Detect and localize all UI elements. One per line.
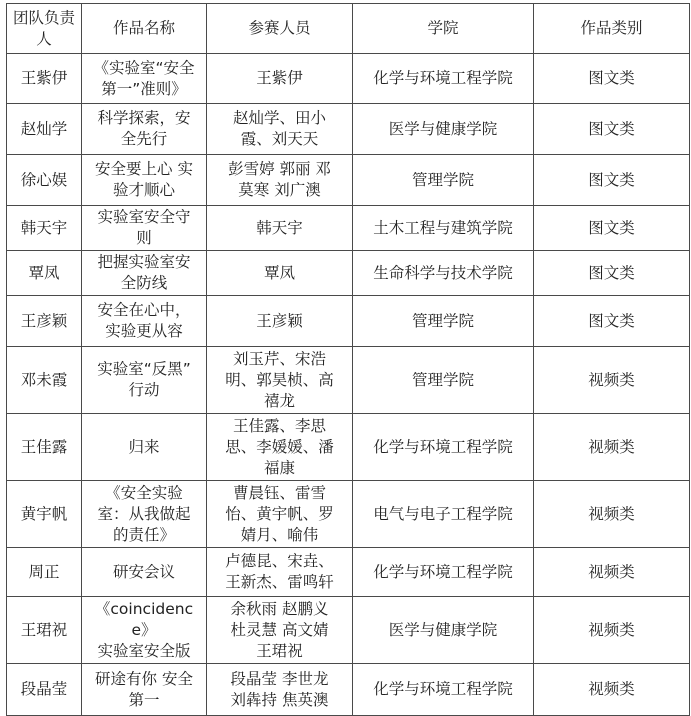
cell-members: 赵灿学、田小 霞、刘天天 [207,104,353,155]
cell-category: 视频类 [534,548,690,597]
cell-college: 化学与环境工程学院 [353,414,534,481]
cell-category: 图文类 [534,54,690,104]
cell-category: 视频类 [534,414,690,481]
cell-leader: 黄宇帆 [7,481,82,548]
table-header [7,4,690,54]
table-row [7,155,690,206]
cell-college: 医学与健康学院 [353,104,534,155]
header-row [7,4,690,54]
header-college: 学院 [353,4,534,54]
table-row [7,548,690,597]
cell-work: 研途有你 安全 第一 [82,664,207,716]
table-row [7,664,690,716]
cell-college: 电气与电子工程学院 [353,481,534,548]
table-row [7,206,690,251]
header-leader: 团队负责人 [7,4,82,54]
table-row [7,347,690,414]
cell-category: 视频类 [534,347,690,414]
cell-category: 图文类 [534,104,690,155]
cell-work: 科学探索，安 全先行 [82,104,207,155]
table-row [7,54,690,104]
header-category: 作品类别 [534,4,690,54]
cell-work: 研安会议 [82,548,207,597]
table-row [7,251,690,296]
cell-members: 覃凤 [207,251,353,296]
cell-college: 土木工程与建筑学院 [353,206,534,251]
cell-leader: 韩天宇 [7,206,82,251]
cell-work: 安全在心中， 实验更从容 [82,296,207,347]
cell-work: 《安全实验 室：从我做起 的责任》 [82,481,207,548]
cell-category: 视频类 [534,481,690,548]
cell-members: 段晶莹 李世龙 刘犇持 焦英澳 [207,664,353,716]
header-members: 参赛人员 [207,4,353,54]
table-row [7,414,690,481]
cell-leader: 徐心娱 [7,155,82,206]
cell-college: 医学与健康学院 [353,597,534,664]
table-row [7,296,690,347]
cell-college: 管理学院 [353,155,534,206]
cell-category: 图文类 [534,155,690,206]
cell-category: 图文类 [534,206,690,251]
cell-members: 彭雪婷 郭丽 邓 莫寒 刘广澳 [207,155,353,206]
cell-members: 韩天宇 [207,206,353,251]
cell-members: 卢德昆、宋垚、 王新杰、雷鸣轩 [207,548,353,597]
cell-college: 化学与环境工程学院 [353,664,534,716]
cell-college: 管理学院 [353,347,534,414]
cell-leader: 王佳露 [7,414,82,481]
cell-leader: 赵灿学 [7,104,82,155]
cell-category: 视频类 [534,664,690,716]
cell-work: 安全要上心 实 验才顺心 [82,155,207,206]
cell-members: 余秋雨 赵鹏义 杜灵慧 高文婧 王珺祝 [207,597,353,664]
cell-leader: 王紫伊 [7,54,82,104]
cell-leader: 王珺祝 [7,597,82,664]
cell-category: 图文类 [534,296,690,347]
cell-leader: 覃凤 [7,251,82,296]
cell-college: 化学与环境工程学院 [353,54,534,104]
cell-category: 图文类 [534,251,690,296]
cell-college: 管理学院 [353,296,534,347]
cell-members: 曹晨钰、雷雪 怡、黄宇帆、罗 婧月、喻伟 [207,481,353,548]
table-row [7,104,690,155]
cell-members: 刘玉芹、宋浩 明、郭昊桢、高 禧龙 [207,347,353,414]
cell-members: 王佳露、李思 思、李媛媛、潘 福康 [207,414,353,481]
header-work: 作品名称 [82,4,207,54]
cell-leader: 段晶莹 [7,664,82,716]
cell-members: 王紫伊 [207,54,353,104]
table-body [7,54,690,716]
cell-college: 生命科学与技术学院 [353,251,534,296]
cell-leader: 王彦颖 [7,296,82,347]
cell-work: 实验室“反黑” 行动 [82,347,207,414]
cell-members: 王彦颖 [207,296,353,347]
cell-leader: 邓未霞 [7,347,82,414]
cell-work: 实验室安全守 则 [82,206,207,251]
cell-college: 化学与环境工程学院 [353,548,534,597]
awards-table [6,3,690,716]
cell-category: 视频类 [534,597,690,664]
cell-work: 归来 [82,414,207,481]
cell-work: 把握实验室安 全防线 [82,251,207,296]
table-row [7,481,690,548]
cell-leader: 周正 [7,548,82,597]
cell-work: 《实验室“安全 第一”准则》 [82,54,207,104]
cell-work: 《coincidence》 实验室安全版 [82,597,207,664]
table-row [7,597,690,664]
